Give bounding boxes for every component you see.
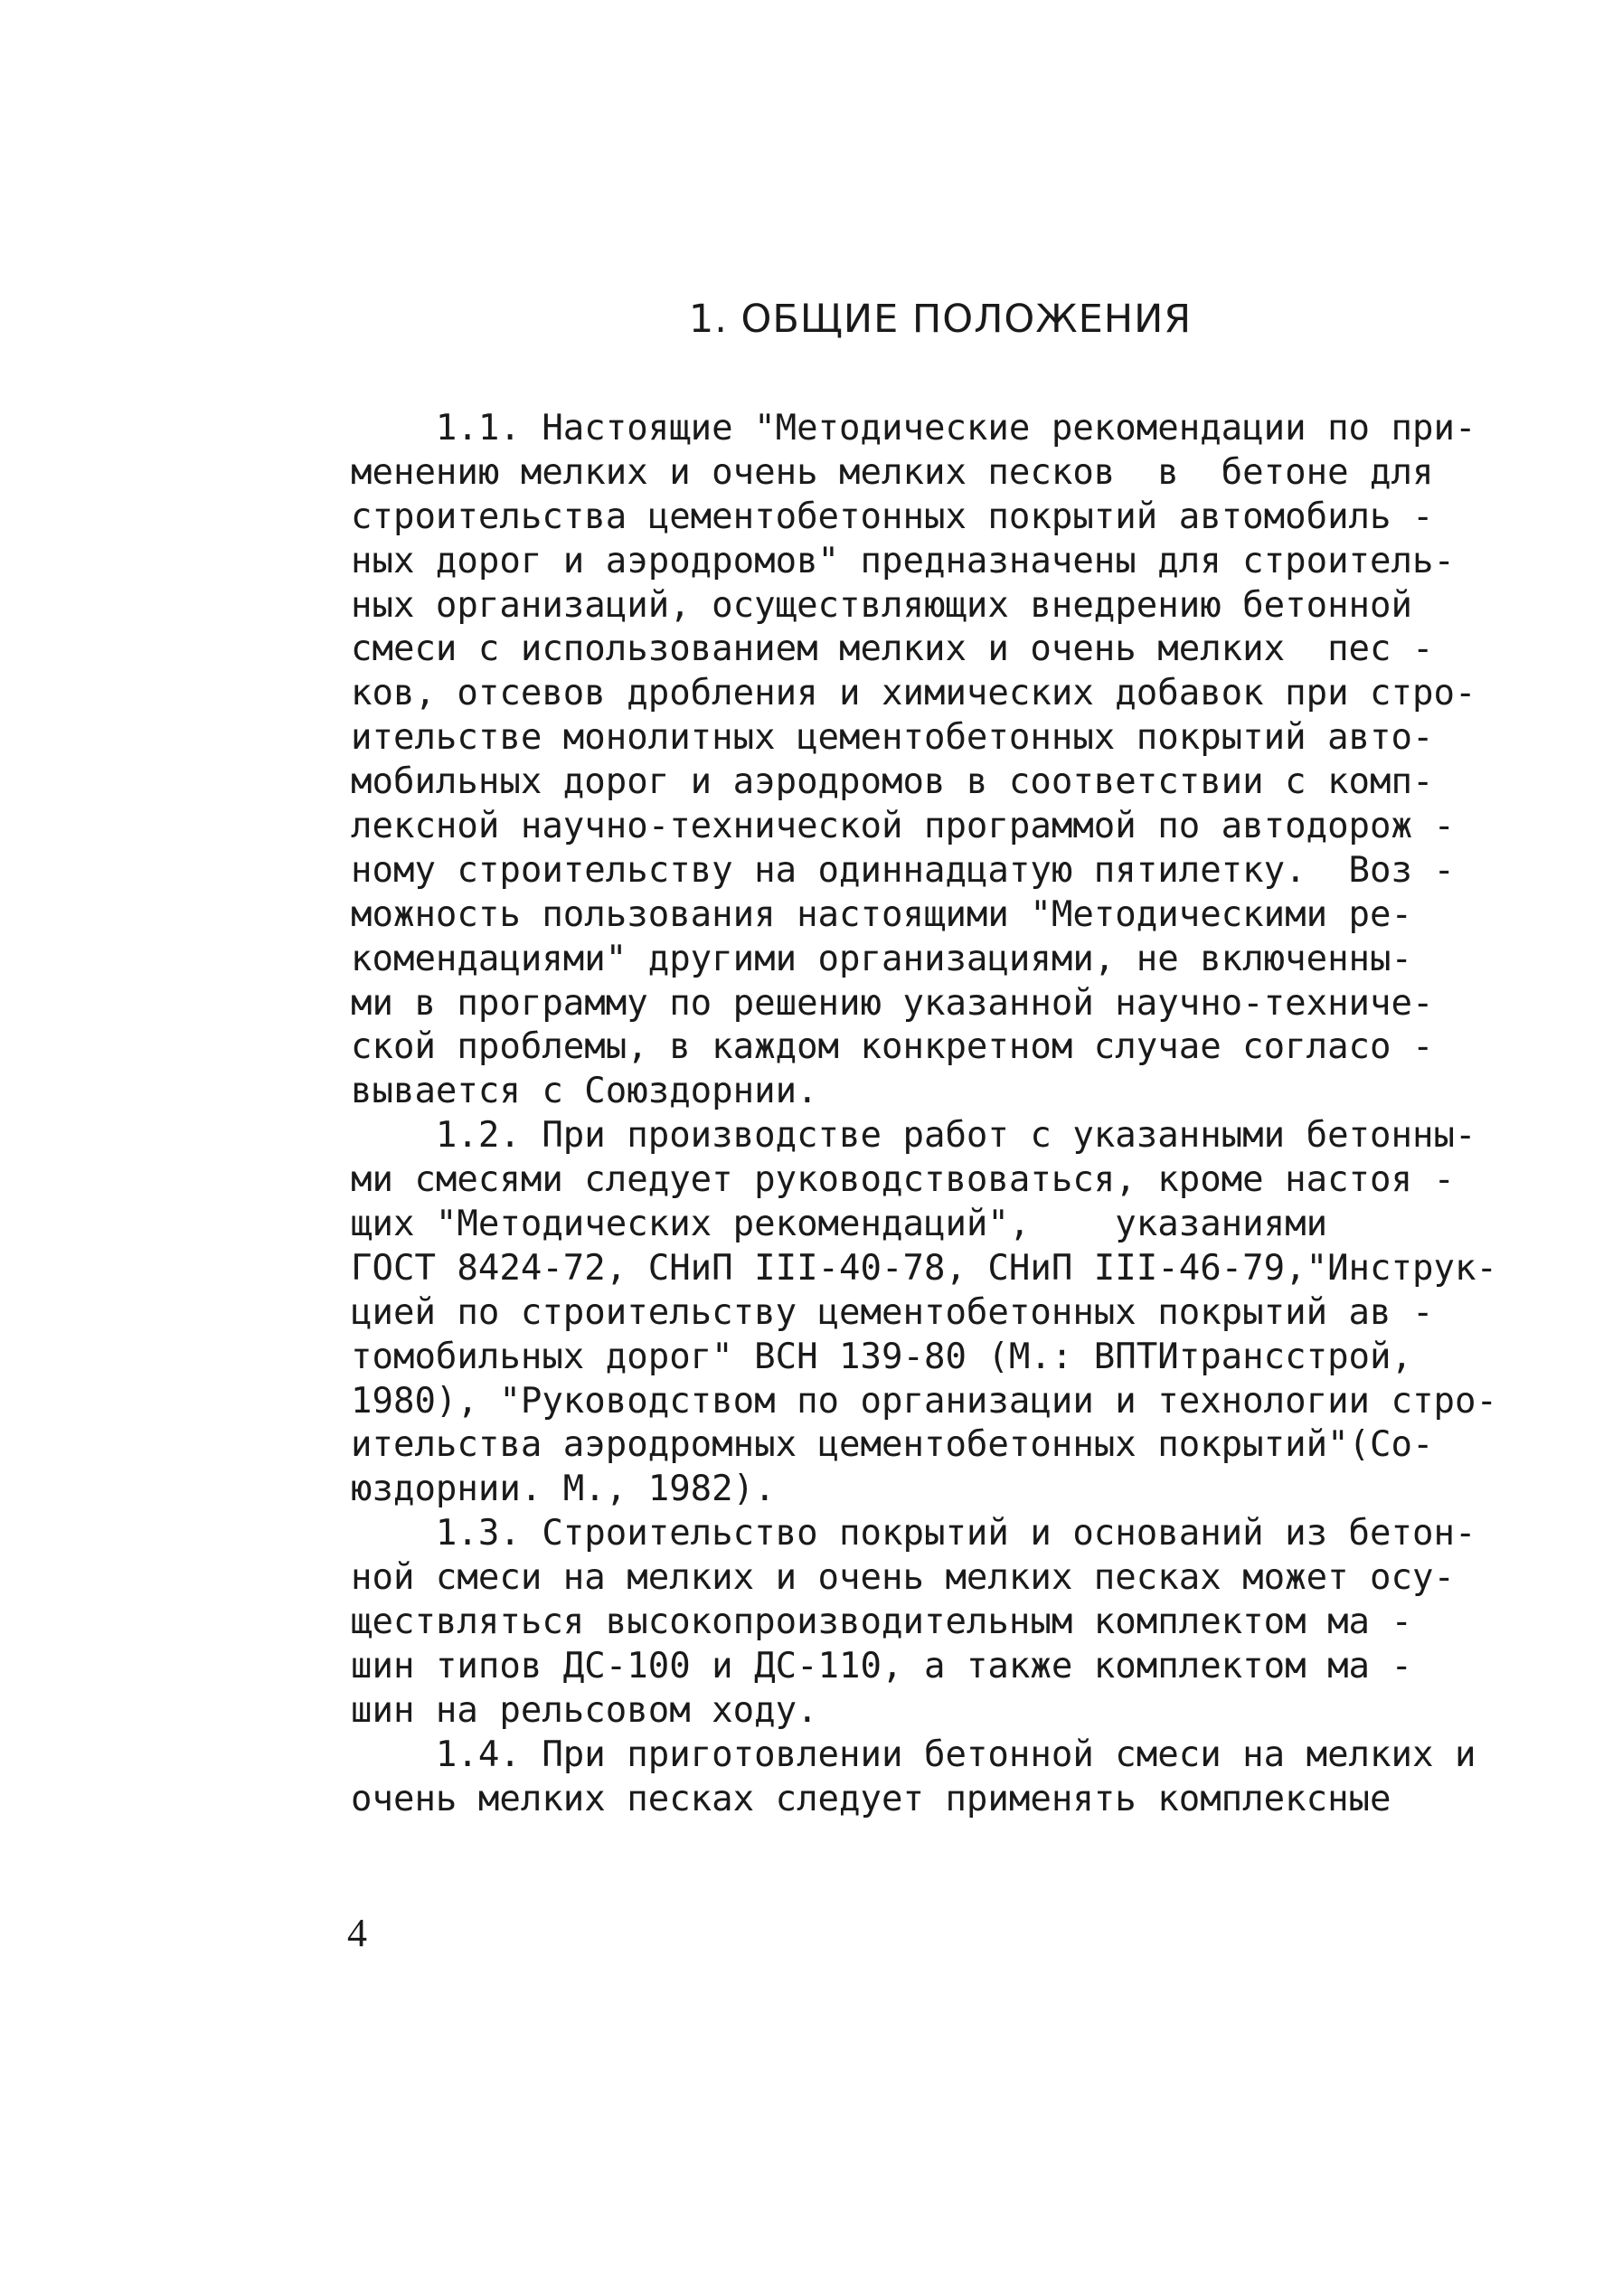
text-line: ми в программу по решению указанной научно-техниче- [351,982,1434,1024]
text-line: можность пользования настоящими "Методическими ре- [351,893,1412,935]
text-line: вывается с Союздорнии. [351,1071,818,1112]
text-line: юздорнии. М., 1982). [351,1469,776,1510]
section-title: 1. ОБЩИЕ ПОЛОЖЕНИЯ [688,297,1193,342]
text-line: строительства цементобетонных покрытий автомобиль - [351,496,1434,537]
text-line: ных организаций, осуществляющих внедрению бетонной [351,584,1412,626]
text-line: смеси с использованием мелких и очень мелких пес - [351,628,1434,670]
text-line: 1.3. Строительство покрытий и оснований из бетон- [351,1513,1476,1554]
text-line: ных дорог и аэродромов" предназначены для строитель- [351,540,1455,581]
text-line: менению мелких и очень мелких песков в бетоне для [351,451,1434,493]
text-line: ному строительству на одиннадцатую пятилетку. Воз - [351,849,1455,891]
text-line: ительства аэродромных цементобетонных покрытий"(Со- [351,1424,1434,1466]
body-text [351,407,1508,1822]
text-line: ительстве монолитных цементобетонных покрытий авто- [351,717,1434,759]
text-line: ГОСТ 8424-72, СНиП III-40-78, СНиП III-46-79,"Инструк- [351,1247,1497,1289]
text-line: лексной научно-технической программой по автодорож - [351,806,1455,847]
text-line: 1980), "Руководством по организации и технологии стро- [351,1380,1497,1422]
text-line: комендациями" другими организациями, не включенны- [351,938,1412,979]
text-line: щих "Методических рекомендаций", указаниями [351,1204,1328,1245]
text-line: шин на рельсовом ходу. [351,1689,818,1731]
text-line: ми смесями следует руководствоваться, кроме настоя - [351,1159,1455,1201]
text-line: очень мелких песках следует применять комплексные [351,1778,1391,1819]
text-line: 1.4. При приготовлении бетонной смеси на мелких и [351,1734,1476,1775]
text-line: мобильных дорог и аэродромов в соответствии с комп- [351,761,1434,803]
page-number: 4 [347,1911,367,1955]
text-line: ществляться высокопроизводительным комплектом ма - [351,1602,1412,1643]
text-line: ной смеси на мелких и очень мелких песках может осу- [351,1557,1455,1599]
text-line: ской проблемы, в каждом конкретном случае согласо - [351,1026,1434,1068]
text-line: томобильных дорог" ВСН 139-80 (М.: ВПТИтрансстрой, [351,1336,1412,1377]
text-line: шин типов ДС-100 и ДС-110, а также комплектом ма - [351,1645,1412,1687]
text-line: 1.2. При производстве работ с указанными бетонны- [351,1115,1476,1157]
text-line: цией по строительству цементобетонных покрытий ав - [351,1291,1434,1333]
text-line: 1.1. Настоящие "Методические рекомендации по при- [351,408,1476,449]
text-line: ков, отсевов дробления и химических добавок при стро- [351,673,1476,714]
